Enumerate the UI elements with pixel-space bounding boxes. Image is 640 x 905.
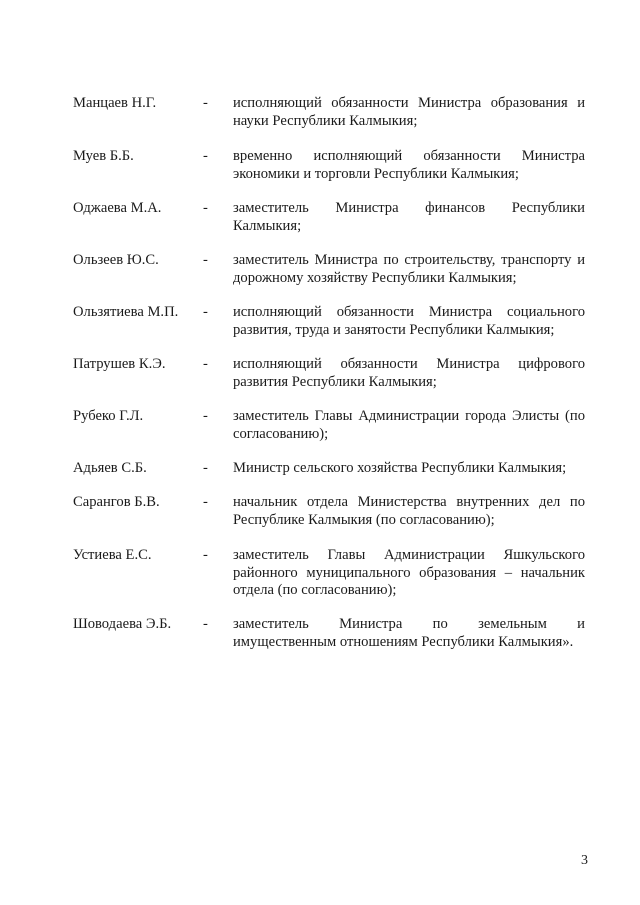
separator-dash: - [203, 460, 208, 476]
member-role: исполняющий обязанности Министра цифрового развития Республики Калмыкия; [233, 356, 585, 390]
member-name: Манцаев Н.Г. [73, 95, 157, 111]
member-name: Шоводаева Э.Б. [73, 616, 172, 632]
member-name: Устиева Е.С. [73, 547, 152, 563]
member-role: исполняющий обязанности Министра образования и науки Республики Калмыкия; [233, 95, 585, 129]
member-role: заместитель Главы Администрации Яшкульского районного муниципального образования – начальник отдела (по согласованию); [233, 547, 585, 598]
member-role: временно исполняющий обязанности Министра экономики и торговли Республики Калмыкия; [233, 148, 585, 182]
member-role: заместитель Министра финансов Республики Калмыкия; [233, 200, 585, 234]
member-name: Рубеко Г.Л. [73, 408, 144, 424]
member-role: Министр сельского хозяйства Республики Калмыкия; [233, 460, 567, 476]
member-name: Ользятиева М.П. [73, 304, 179, 320]
separator-dash: - [203, 148, 208, 164]
member-name: Ользеев Ю.С. [73, 252, 159, 268]
separator-dash: - [203, 200, 208, 216]
separator-dash: - [203, 616, 208, 632]
separator-dash: - [203, 547, 208, 563]
separator-dash: - [203, 95, 208, 111]
separator-dash: - [203, 408, 208, 424]
member-name: Муев Б.Б. [73, 148, 134, 164]
separator-dash: - [203, 494, 208, 510]
page-number: 3 [581, 853, 588, 868]
member-role: заместитель Министра по строительству, транспорту и дорожному хозяйству Республики Калмыкия; [233, 252, 585, 286]
member-role: заместитель Главы Администрации города Элисты (по согласованию); [233, 408, 585, 442]
separator-dash: - [203, 252, 208, 268]
member-name: Адьяев С.Б. [73, 460, 147, 476]
separator-dash: - [203, 304, 208, 320]
member-role: исполняющий обязанности Министра социального развития, труда и занятости Республики Калмыкия; [233, 304, 585, 338]
member-role: заместитель Министра по земельным и имущественным отношениям Республики Калмыкия». [233, 616, 585, 650]
member-name: Сарангов Б.В. [73, 494, 160, 510]
member-role: начальник отдела Министерства внутренних дел по Республике Калмыкия (по согласованию); [233, 494, 585, 528]
member-name: Патрушев К.Э. [73, 356, 166, 372]
separator-dash: - [203, 356, 208, 372]
member-name: Оджаева М.А. [73, 200, 162, 216]
